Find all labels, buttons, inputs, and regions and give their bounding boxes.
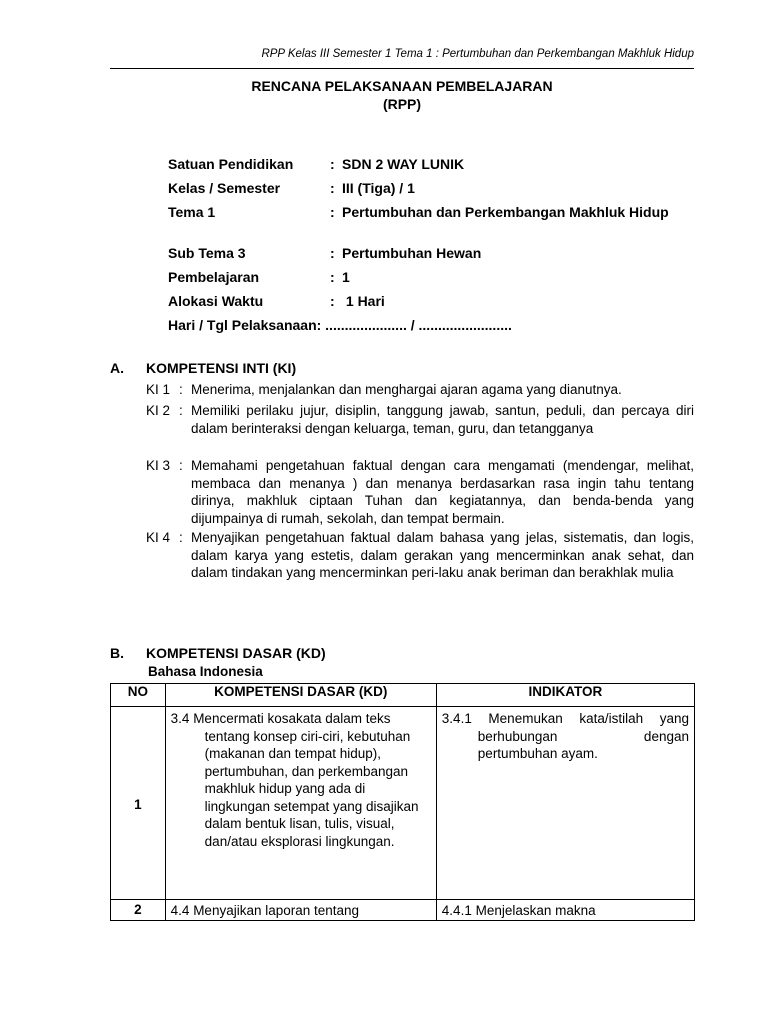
- ki-text: Memahami pengetahuan faktual dengan cara mengamati (mendengar, melihat, membaca dan menanya ) dan menanya berdasarkan rasa ingin tahu tentang dirinya, makhluk ciptaan Tuhan dan kegiatannya, dan benda-benda yang dijumpainya di rumah, sekolah, dan tempat bermain.: [191, 458, 694, 526]
- running-header-theme: Pertumbuhan dan Perkembangan Makhluk Hidup: [442, 48, 694, 60]
- ki-label: KI 3: [146, 458, 171, 473]
- ki-text: Menyajikan pengetahuan faktual dalam bahasa yang jelas, sistematis, dan logis, dalam karya yang estetis, dalam gerakan yang mencerminkan anak sehat, dan dalam tindakan yang mencerminkan peri-laku anak beriman dan berakhlak mulia: [191, 530, 694, 580]
- identity-value: 1: [342, 269, 350, 285]
- subject-heading: Bahasa Indonesia: [148, 664, 263, 679]
- identity-row-hari: [168, 317, 512, 334]
- identity-value: SDN 2 WAY LUNIK: [342, 156, 465, 172]
- kd-text: 4.4 Menyajikan laporan tentang: [170, 903, 360, 918]
- row-number: 2: [111, 900, 166, 921]
- ki-colon: :: [179, 382, 183, 397]
- ki-colon: :: [179, 403, 183, 418]
- identity-label: Kelas / Semester: [168, 180, 281, 196]
- identity-value: III (Tiga) / 1: [342, 180, 415, 196]
- running-header: [110, 48, 694, 60]
- header-divider: [110, 68, 694, 69]
- identity-label: Pembelajaran: [168, 269, 260, 285]
- document-subtitle: (RPP): [382, 96, 422, 112]
- table-row: [111, 707, 695, 900]
- identity-label: Satuan Pendidikan: [168, 156, 294, 172]
- identity-colon: :: [330, 156, 335, 172]
- table-header-row: [111, 684, 695, 707]
- running-header-prefix: RPP Kelas III Semester 1 Tema 1 :: [261, 48, 443, 60]
- ki-colon: :: [179, 530, 183, 545]
- column-header-indikator: INDIKATOR: [436, 684, 694, 707]
- identity-colon: :: [330, 293, 335, 309]
- indikator-text: 3.4.1 Menemukan kata/istilah yang berhubungan dengan pertumbuhan ayam.: [441, 711, 689, 761]
- indikator-text: 4.4.1 Menjelaskan makna: [441, 903, 596, 918]
- ki-label: KI 1: [146, 382, 171, 397]
- identity-colon: :: [330, 180, 335, 196]
- identity-value: ..................... / ........................: [325, 317, 512, 333]
- section-b-letter: B.: [110, 645, 124, 661]
- document-title: RENCANA PELAKSANAAN PEMBELAJARAN: [251, 78, 553, 94]
- column-header-no: NO: [111, 684, 166, 707]
- identity-label: Alokasi Waktu: [168, 293, 264, 309]
- section-a-letter: A.: [110, 360, 124, 376]
- identity-colon: :: [330, 204, 335, 220]
- indikator-cell: [436, 900, 694, 921]
- kd-cell: [165, 707, 436, 900]
- row-number: 1: [111, 707, 166, 900]
- ki-text: Menerima, menjalankan dan menghargai ajaran agama yang dianutnya.: [191, 382, 622, 397]
- kd-table: [110, 683, 695, 921]
- ki-text: Memiliki perilaku jujur, disiplin, tanggung jawab, santun, peduli, dan percaya diri dalam berinteraksi dengan keluarga, teman, guru, dan tetangganya: [191, 403, 694, 436]
- identity-value: Pertumbuhan Hewan: [342, 245, 482, 261]
- indikator-cell: [436, 707, 694, 900]
- section-b-title: KOMPETENSI DASAR (KD): [146, 645, 326, 661]
- table-row: [111, 900, 695, 921]
- column-header-kd: KOMPETENSI DASAR (KD): [165, 684, 436, 707]
- ki-label: KI 4: [146, 530, 171, 545]
- identity-label: Tema 1: [168, 204, 216, 220]
- section-a-title: KOMPETENSI INTI (KI): [146, 360, 297, 376]
- identity-label: Hari / Tgl Pelaksanaan:: [168, 317, 326, 333]
- kd-text: 3.4 Mencermati kosakata dalam teks tentang konsep ciri-ciri, kebutuhan (makanan dan tempat hidup), pertumbuhan, dan perkembangan makhluk hidup yang ada di lingkungan setempat yang disajikan dalam bentuk lisan, tulis, visual, dan/atau eksplorasi lingkungan.: [170, 711, 419, 849]
- identity-colon: :: [330, 245, 335, 261]
- ki-colon: :: [179, 458, 183, 473]
- identity-label: Sub Tema 3: [168, 245, 246, 261]
- identity-colon: :: [330, 269, 335, 285]
- ki-label: KI 2: [146, 403, 171, 418]
- identity-value: 1 Hari: [342, 293, 385, 309]
- kd-cell: [165, 900, 436, 921]
- identity-value: Pertumbuhan dan Perkembangan Makhluk Hidup: [342, 204, 669, 220]
